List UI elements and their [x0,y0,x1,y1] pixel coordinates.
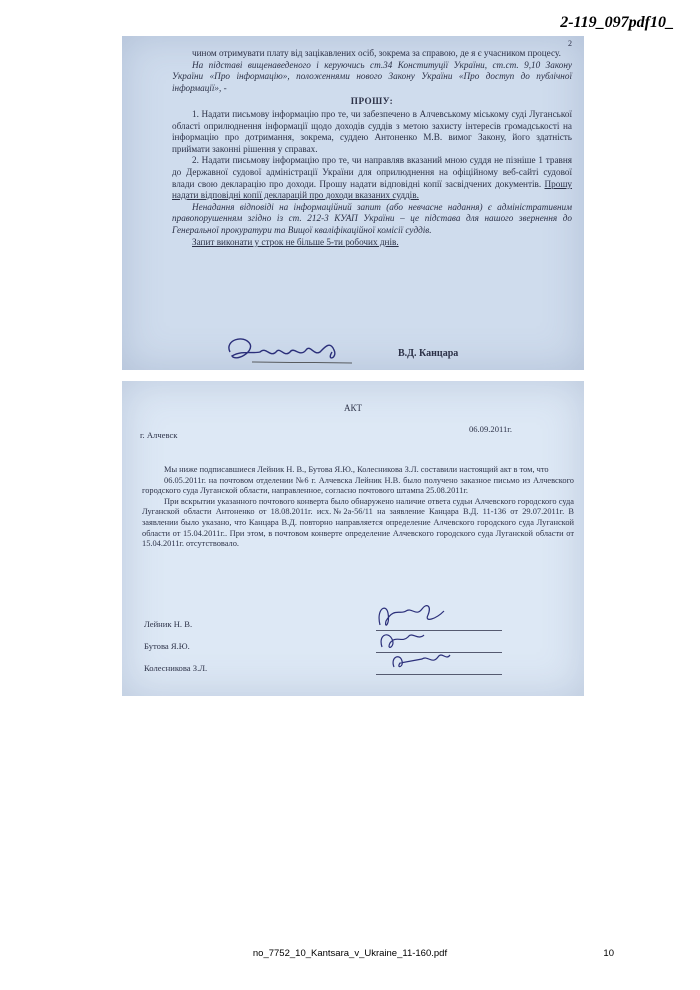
act-paragraph-3: При вскрытии указанного почтового конверта было обнаружено наличие ответа судьи Алчевского городского суда Луганской области Антоненко от 18.08.2011г. исх.№2а-56/11 на заявление Канцара В.Д. 11-136 от 29.07.2011г. В заявлении было указано, что Канцара В.Д. повторно направляется определение Алчевского городского суда Луганской области от 15.04.2011г.. При этом, в почтовом конверте определение Алчевского городского суда Луганской области от 15.04.2011г. отсутствовало. [142,496,574,549]
paragraph-top: чином отримувати плату від зацікавлених осіб, зокрема за справою, де я є учасником процесу. [192,48,561,58]
warning-paragraph: Ненадання відповіді на інформаційний запит (або невчасне надання) є адміністративним правопорушенням згідно із ст. 212-3 КУАП України – це підстава для нашого звернення до Генеральної прокуратури та Вищої кваліфікаційної комісії суддів. [172,201,572,235]
page-number: 2 [568,39,572,48]
paragraph-basis: На підставі вищенаведеного і керуючись ст.34 Конституції України, ст.ст. 9,10 Закону України «Про інформацію», положеннями нового Закону України «Про доступ до публічної інформації», - [172,59,572,93]
signer-row [144,659,544,681]
handwritten-signature [222,332,392,370]
act-body [142,465,574,550]
signer-name: Колесникова З.Л. [144,663,208,673]
document-id-header: 2-119_097pdf10_ [560,14,674,31]
scanned-act-page [122,381,584,696]
signer-name: Бутова Я.Ю. [144,641,190,651]
signer-row [144,615,544,637]
request-item-2-underlined: Прошу надати відповідні копії декларацій про доходи вказаних суддів. [172,178,573,201]
footer-page-number: 10 [603,948,614,959]
act-signers [144,615,544,681]
signer-row [144,637,544,659]
act-date: 06.09.2011г. [468,424,512,434]
act-title: АКТ [344,403,362,413]
handwritten-signatures [366,595,476,675]
request-heading: ПРОШУ: [350,96,394,107]
signature-block [222,332,572,370]
signer-name: В.Д. Канцара [398,348,459,359]
act-city: г. Алчевск [140,430,178,440]
signer-name: Лейник Н. В. [144,619,193,629]
act-paragraph-1: Мы ниже подписавшиеся Лейник Н. В., Бутова Я.Ю., Колесникова З.Л. составили настоящий акт в том, что [164,465,549,474]
request-item-2 [172,155,572,201]
request-item-1: 1. Надати письмову інформацію про те, чи забезпечено в Алчевському міському суді Луганської області оприлюднення інформації щодо доходів суддів з метою захисту інтересів громадськості на інформацію про дотримання, зокрема, суддею Антоненко М.В. вимог Закону, його здатність приймати законні рішення у справах. [172,108,572,154]
request-item-2-text: 2. Надати письмову інформацію про те, чи направляв вказаний мною суддя не пізніше 1 травня до Державної судової адміністрації України для оприлюднення на офіційному веб-сайті судової влади свою декларацію про доходи. Прошу надати відповідні копії засвідчених документів. [172,155,572,189]
act-paragraph-2: 06.05.2011г. на почтовом отделении №6 г. Алчевска Лейник Н.В. было получено заказное письмо из Алчевского городского суда Луганской области, направленное, согласно почтового штампа 25.08.2011г. [142,475,574,496]
footer-filename: no_7752_10_Kantsara_v_Ukraine_11-160.pdf [252,948,448,959]
deadline-line: Запит виконати у строк не більше 5-ти робочих днів. [192,236,399,247]
letter-body [172,48,572,248]
scanned-letter-page [122,36,584,370]
